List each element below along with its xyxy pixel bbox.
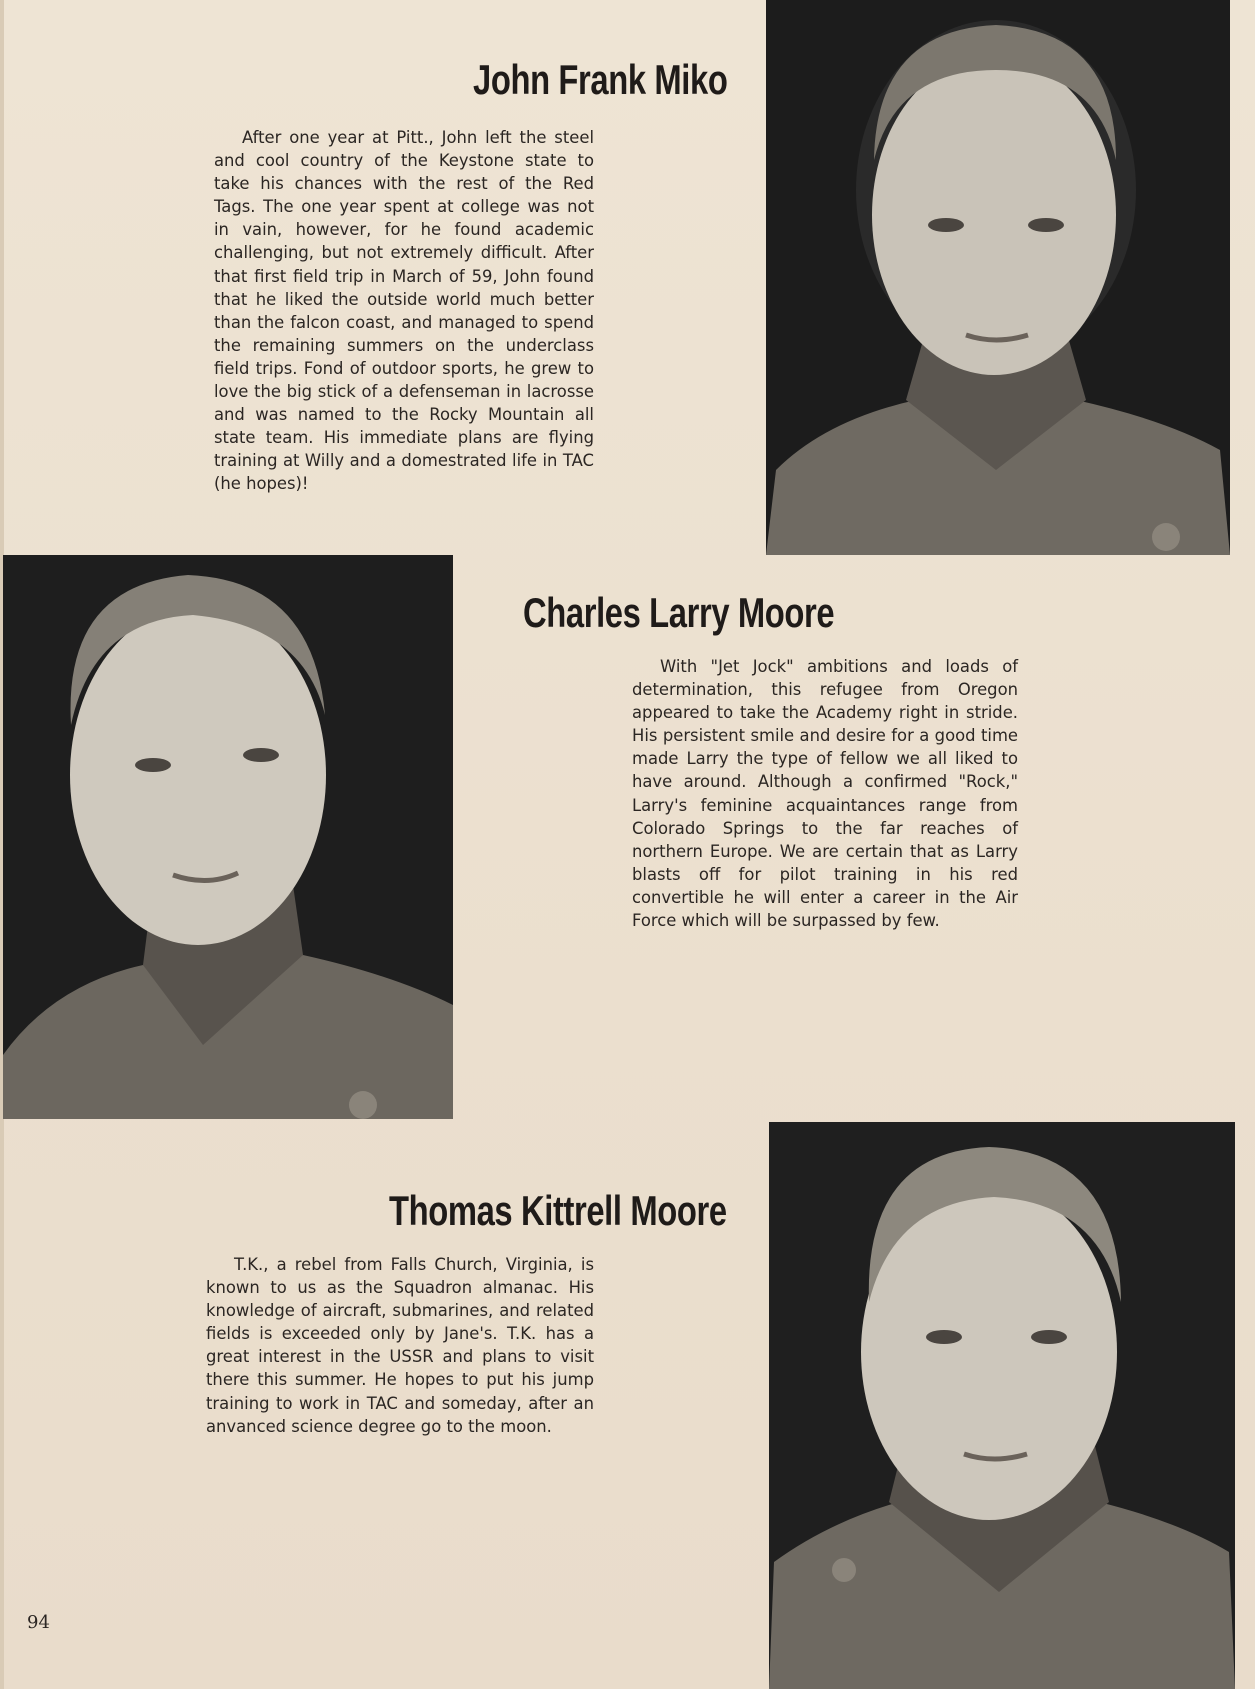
entry-bio-charles-moore: With "Jet Jock" ambitions and loads of determination, this refugee from Oregon appeared to take the Academy right in stride. His persistent smile and desire for a good time made Larry the type of fellow we all liked to have around. Although a confirmed "Rock," Larry's feminine acquaintances range from Colorado Springs to the far reaches of northern Europe. We are certain that as Larry blasts off for pilot training in his red convertible he will enter a career in the Air Force which will be surpassed by few.	[632, 657, 1018, 931]
portrait-photo-thomas-moore	[769, 1122, 1235, 1689]
entry-name-thomas-moore: Thomas Kittrell Moore	[389, 1187, 727, 1234]
entry-name-miko: John Frank Miko	[473, 56, 728, 103]
entry-bio-miko: After one year at Pitt., John left the steel and cool country of the Keystone state to take his chances with the rest of the Red Tags. The one year spent at college was not in vain, however, for he found academic challenging, but not extremely difficult. After that first field trip in March of 59, John found that he liked the outside world much better than the falcon coast, and managed to spend the remaining summers on the underclass field trips. Fond of outdoor sports, he grew to love the big stick of a defenseman in lacrosse and was named to the Rocky Mountain all state team. His immediate plans are flying training at Willy and a domestrated life in TAC (he hopes)!	[214, 128, 594, 494]
portrait-photo-charles-moore	[3, 555, 453, 1119]
entry-name-charles-moore: Charles Larry Moore	[523, 589, 835, 636]
entry-bio-thomas-moore: T.K., a rebel from Falls Church, Virginia, is known to us as the Squadron almanac. His knowledge of aircraft, submarines, and related fields is exceeded only by Jane's. T.K. has a great interest in the USSR and plans to visit there this summer. He hopes to put his jump training to work in TAC and someday, after an anvanced science degree go to the moon.	[206, 1255, 594, 1436]
portrait-photo-miko	[766, 0, 1230, 555]
page-number: 94	[27, 1612, 50, 1633]
